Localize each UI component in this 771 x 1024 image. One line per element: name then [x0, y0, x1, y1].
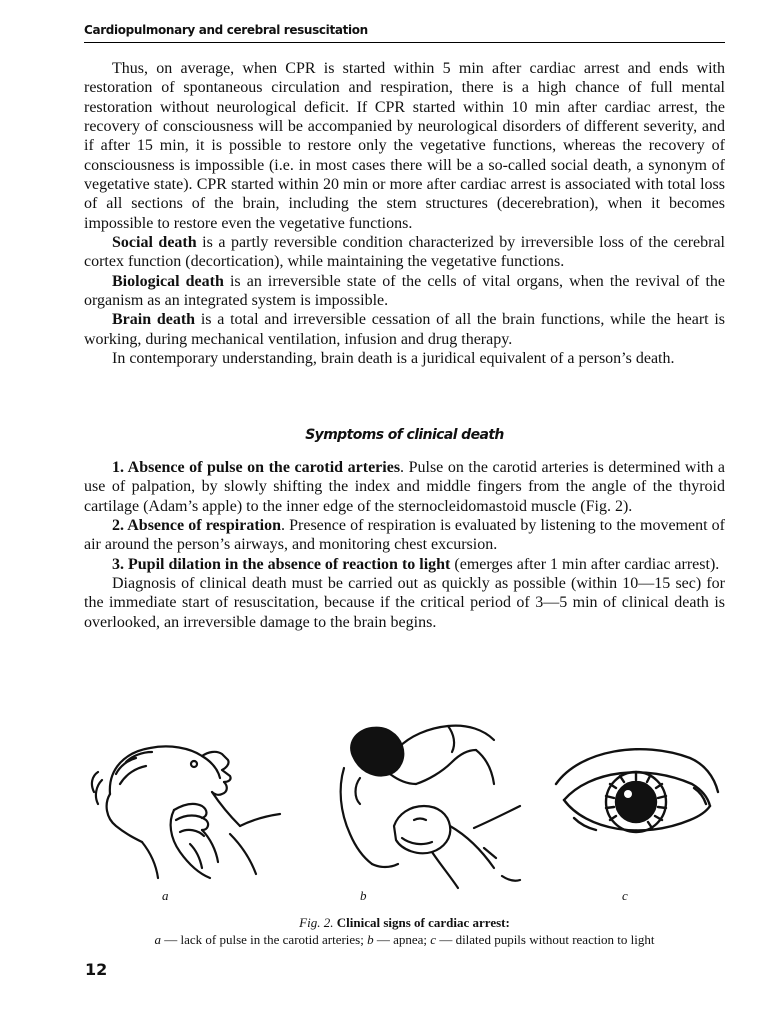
paragraph [84, 59, 725, 233]
paragraph-text: is a partly reversible condition characterized by irreversible loss of the cerebral cortex function (decortication), while maintaining the vegetative functions. [84, 234, 726, 271]
paragraph-text: . Presence of respiration is evaluated by listening to the movement of air around the person’s airways, and monitoring chest excursion. [84, 517, 725, 554]
symptom-lead: 3. Pupil dilation in the absence of reaction to light [112, 555, 451, 573]
paragraph-text: . Pulse on the carotid arteries is determined with a use of palpation, by slowly shifting the index and middle fingers from the angle of the thyroid cartilage (Adam’s apple) to the inner edge of the sternocleidomastoid muscle (Fig. 2). [84, 459, 725, 515]
symptom-item [84, 458, 725, 516]
panel-label-b: b [360, 888, 367, 903]
caption-item-a: — lack of pulse in the carotid arteries; [160, 932, 368, 947]
figure-caption [84, 914, 725, 948]
symptom-item [84, 516, 725, 555]
panel-label-c: c [622, 888, 628, 903]
caption-label: Fig. 2. [299, 915, 334, 930]
body-text-top [84, 59, 725, 369]
caption-title: Clinical signs of cardiac arrest: [336, 915, 510, 930]
paragraph [84, 574, 725, 632]
dilated-pupil-eye-illustration [550, 744, 720, 854]
paragraph-text: Thus, on average, when CPR is started within 5 min after cardiac arrest and ends with restoration of spontaneous circulation and respiration, there is a high chance of full mental restoration without neurological deficit. If CPR started within 10 min after cardiac arrest, the recovery of consciousness will be accompanied by neurological disorders of different severity, and if after 15 min, it is possible to restore only the vegetative functions, whereas the recovery of consciousness is impossible (i.e. in most cases there will be a so-called social death, a synonym of vegetative state). CPR started within 20 min or more after cardiac arrest is associated with total loss of all sections of the brain, including the stem structures (decerebration), when it becomes impossible to restore even the vegetative functions. [84, 60, 725, 232]
carotid-pulse-check-illustration [90, 734, 285, 884]
figure-2 [84, 700, 725, 910]
symptom-item [84, 555, 725, 574]
symptom-lead: 2. Absence of respiration [112, 517, 281, 535]
paragraph-text: (emerges after 1 min after cardiac arrest). [450, 555, 720, 573]
page-number: 12 [85, 960, 108, 979]
paragraph [84, 349, 725, 368]
apnea-listening-illustration [324, 708, 524, 898]
caption-letter-c: c [430, 932, 437, 947]
term-biological-death: Biological death [112, 272, 224, 290]
paragraph [84, 310, 725, 349]
paragraph-text: is an irreversible state of the cells of vital organs, when the revival of the organism as an integrated system is impossible. [84, 272, 725, 310]
caption-letter-b: b [367, 932, 374, 947]
section-heading: Symptoms of clinical death [305, 427, 504, 443]
caption-heading [84, 914, 725, 931]
body-text-symptoms [84, 458, 725, 632]
term-social-death: Social death [112, 234, 197, 252]
paragraph [84, 233, 725, 272]
caption-legend [84, 931, 725, 948]
caption-letter-a: a [154, 932, 161, 947]
caption-item-c: — dilated pupils without reaction to light [436, 932, 655, 947]
running-header: Cardiopulmonary and cerebral resuscitation [84, 23, 368, 37]
paragraph-text: is a total and irreversible cessation of all the brain functions, while the heart is working, during mechanical ventilation, infusion and drug therapy. [84, 311, 726, 348]
term-brain-death: Brain death [112, 311, 196, 329]
symptom-lead: 1. Absence of pulse on the carotid arteries [112, 459, 401, 476]
paragraph-text: Diagnosis of clinical death must be carried out as quickly as possible (within 10—15 sec) for the immediate start of resuscitation, because if the critical period of 3—5 min of clinical death is overlooked, an irreversible damage to the brain begins. [84, 575, 725, 631]
panel-label-a: a [162, 888, 169, 903]
paragraph-text: In contemporary understanding, brain death is a juridical equivalent of a person’s death. [112, 350, 675, 368]
caption-item-b: — apnea; [373, 932, 431, 947]
header-rule [84, 42, 725, 43]
paragraph [84, 272, 725, 311]
